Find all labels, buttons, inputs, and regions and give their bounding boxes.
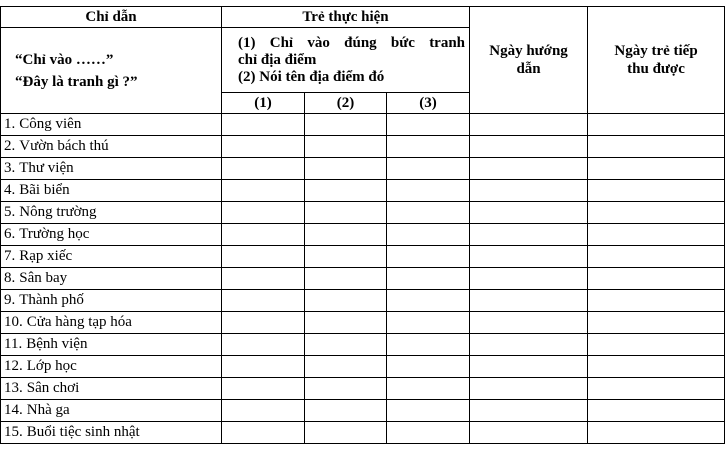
- item-label: Thư viện: [19, 160, 74, 176]
- trial-3-cell[interactable]: [387, 422, 470, 444]
- instruction-header: Chỉ dẫn: [1, 7, 222, 28]
- acquired-date-cell[interactable]: [588, 136, 725, 158]
- task-line-1: (1) Chỉ vào đúng bức tranh: [238, 34, 466, 51]
- table-row: [1, 136, 725, 158]
- item-label: Cửa hàng tạp hóa: [26, 314, 132, 330]
- item-number: 8.: [4, 270, 16, 286]
- item-label-cell: [1, 400, 222, 422]
- item-label-cell: [1, 356, 222, 378]
- acquired-date-cell[interactable]: [588, 356, 725, 378]
- trial-1-cell[interactable]: [222, 246, 305, 268]
- table-row: [1, 202, 725, 224]
- guide-date-header: [470, 7, 588, 114]
- trial-2-header: (2): [305, 93, 387, 114]
- trial-3-cell[interactable]: [387, 224, 470, 246]
- guide-date-line-2: dẫn: [516, 61, 541, 77]
- item-number: 13.: [4, 380, 23, 396]
- table-row: [1, 290, 725, 312]
- guide-date-cell[interactable]: [470, 312, 588, 334]
- guide-date-cell[interactable]: [470, 224, 588, 246]
- table-row: [1, 268, 725, 290]
- trial-2-cell[interactable]: [305, 224, 387, 246]
- item-label: Thành phố: [19, 292, 84, 308]
- trial-2-cell[interactable]: [305, 334, 387, 356]
- item-label: Sân bay: [19, 270, 68, 286]
- acquired-date-line-2: thu được: [627, 61, 685, 77]
- trial-2-cell[interactable]: [305, 290, 387, 312]
- prompt-line-2: “Đây là tranh gì ?”: [15, 73, 138, 90]
- guide-date-cell[interactable]: [470, 180, 588, 202]
- guide-date-cell[interactable]: [470, 290, 588, 312]
- item-number: 15.: [4, 424, 23, 440]
- acquired-date-cell[interactable]: [588, 246, 725, 268]
- item-label-cell: [1, 334, 222, 356]
- guide-date-cell[interactable]: [470, 136, 588, 158]
- acquired-date-cell[interactable]: [588, 334, 725, 356]
- item-number: 1.: [4, 116, 16, 132]
- trial-2-cell[interactable]: [305, 378, 387, 400]
- table-row: [1, 312, 725, 334]
- trial-3-cell[interactable]: [387, 378, 470, 400]
- item-label-cell: [1, 312, 222, 334]
- acquired-date-cell[interactable]: [588, 400, 725, 422]
- table-row: [1, 224, 725, 246]
- item-rows: [1, 114, 725, 444]
- trial-2-cell[interactable]: [305, 312, 387, 334]
- table-row: [1, 246, 725, 268]
- trial-3-cell[interactable]: [387, 356, 470, 378]
- item-label: Vườn bách thú: [19, 138, 109, 154]
- trial-1-cell[interactable]: [222, 378, 305, 400]
- table-row: [1, 180, 725, 202]
- item-number: 9.: [4, 292, 16, 308]
- guide-date-cell[interactable]: [470, 334, 588, 356]
- table-row: [1, 422, 725, 444]
- guide-date-cell[interactable]: [470, 422, 588, 444]
- guide-date-cell[interactable]: [470, 246, 588, 268]
- item-label-cell: [1, 114, 222, 136]
- table-row: [1, 400, 725, 422]
- acquired-date-cell[interactable]: [588, 422, 725, 444]
- task-description-cell: [222, 28, 470, 93]
- trial-1-cell[interactable]: [222, 290, 305, 312]
- acquired-date-cell[interactable]: [588, 290, 725, 312]
- table-row: [1, 114, 725, 136]
- trial-2-cell[interactable]: [305, 202, 387, 224]
- acquired-date-cell[interactable]: [588, 268, 725, 290]
- trial-3-cell[interactable]: [387, 202, 470, 224]
- item-number: 6.: [4, 226, 16, 242]
- trial-3-cell[interactable]: [387, 180, 470, 202]
- item-label: Nông trường: [19, 204, 97, 220]
- table-row: [1, 356, 725, 378]
- item-number: 11.: [4, 336, 23, 352]
- item-label: Nhà ga: [26, 402, 70, 418]
- guide-date-cell[interactable]: [470, 114, 588, 136]
- item-label-cell: [1, 268, 222, 290]
- trial-3-cell[interactable]: [387, 136, 470, 158]
- item-label-cell: [1, 422, 222, 444]
- acquired-date-cell[interactable]: [588, 114, 725, 136]
- guide-date-line-1: Ngày hướng: [489, 43, 568, 59]
- item-number: 7.: [4, 248, 16, 264]
- location-checklist-table: [0, 6, 725, 444]
- trial-1-cell[interactable]: [222, 136, 305, 158]
- item-number: 3.: [4, 160, 16, 176]
- item-label-cell: [1, 158, 222, 180]
- trial-1-cell[interactable]: [222, 312, 305, 334]
- trial-2-cell[interactable]: [305, 422, 387, 444]
- trial-2-cell[interactable]: [305, 356, 387, 378]
- item-label-cell: [1, 224, 222, 246]
- trial-1-cell[interactable]: [222, 158, 305, 180]
- acquired-date-cell[interactable]: [588, 378, 725, 400]
- item-label-cell: [1, 246, 222, 268]
- guide-date-cell[interactable]: [470, 158, 588, 180]
- trial-1-cell[interactable]: [222, 356, 305, 378]
- item-label-cell: [1, 202, 222, 224]
- trial-2-cell[interactable]: [305, 400, 387, 422]
- child-performs-header: Trẻ thực hiện: [222, 7, 470, 28]
- item-label: Sân chơi: [26, 380, 80, 396]
- guide-date-cell[interactable]: [470, 378, 588, 400]
- table-row: [1, 378, 725, 400]
- trial-3-cell[interactable]: [387, 334, 470, 356]
- item-label: Buổi tiệc sinh nhật: [26, 424, 140, 440]
- trial-2-cell[interactable]: [305, 114, 387, 136]
- item-label-cell: [1, 180, 222, 202]
- trial-1-cell[interactable]: [222, 202, 305, 224]
- table-row: [1, 158, 725, 180]
- item-number: 12.: [4, 358, 23, 374]
- trial-2-cell[interactable]: [305, 136, 387, 158]
- item-label: Rạp xiếc: [19, 248, 73, 264]
- guide-date-cell[interactable]: [470, 268, 588, 290]
- item-label-cell: [1, 136, 222, 158]
- item-number: 5.: [4, 204, 16, 220]
- trial-3-cell[interactable]: [387, 290, 470, 312]
- item-label: Lớp học: [26, 358, 77, 374]
- item-label: Công viên: [19, 116, 82, 132]
- item-label-cell: [1, 290, 222, 312]
- acquired-date-cell[interactable]: [588, 224, 725, 246]
- trial-3-cell[interactable]: [387, 114, 470, 136]
- table-row: [1, 334, 725, 356]
- trial-1-cell[interactable]: [222, 180, 305, 202]
- trial-3-cell[interactable]: [387, 312, 470, 334]
- trial-1-cell[interactable]: [222, 224, 305, 246]
- task-line-3: (2) Nói tên địa điểm đó: [238, 68, 385, 85]
- item-label-cell: [1, 378, 222, 400]
- guide-date-cell[interactable]: [470, 202, 588, 224]
- item-number: 14.: [4, 402, 23, 418]
- trial-1-header: (1): [222, 93, 305, 114]
- trial-2-cell[interactable]: [305, 180, 387, 202]
- trial-1-cell[interactable]: [222, 400, 305, 422]
- trial-1-cell[interactable]: [222, 114, 305, 136]
- trial-3-cell[interactable]: [387, 158, 470, 180]
- acquired-date-header: [588, 7, 725, 114]
- item-label: Bãi biển: [19, 182, 70, 198]
- acquired-date-cell[interactable]: [588, 312, 725, 334]
- item-number: 4.: [4, 182, 16, 198]
- trial-3-cell[interactable]: [387, 246, 470, 268]
- item-number: 10.: [4, 314, 23, 330]
- task-line-2: chỉ địa điểm: [238, 51, 317, 68]
- acquired-date-line-1: Ngày trẻ tiếp: [614, 43, 698, 59]
- acquired-date-cell[interactable]: [588, 202, 725, 224]
- acquired-date-cell[interactable]: [588, 158, 725, 180]
- trial-3-cell[interactable]: [387, 400, 470, 422]
- trial-1-cell[interactable]: [222, 422, 305, 444]
- trial-2-cell[interactable]: [305, 246, 387, 268]
- guide-date-cell[interactable]: [470, 400, 588, 422]
- trial-1-cell[interactable]: [222, 268, 305, 290]
- acquired-date-cell[interactable]: [588, 180, 725, 202]
- item-label: Bệnh viện: [26, 336, 88, 352]
- item-number: 2.: [4, 138, 16, 154]
- trial-2-cell[interactable]: [305, 268, 387, 290]
- item-label: Trường học: [19, 226, 90, 242]
- prompt-cell: [1, 28, 222, 114]
- trial-3-cell[interactable]: [387, 268, 470, 290]
- guide-date-cell[interactable]: [470, 356, 588, 378]
- trial-2-cell[interactable]: [305, 158, 387, 180]
- prompt-line-1: “Chỉ vào ……”: [15, 51, 114, 68]
- trial-3-header: (3): [387, 93, 470, 114]
- trial-1-cell[interactable]: [222, 334, 305, 356]
